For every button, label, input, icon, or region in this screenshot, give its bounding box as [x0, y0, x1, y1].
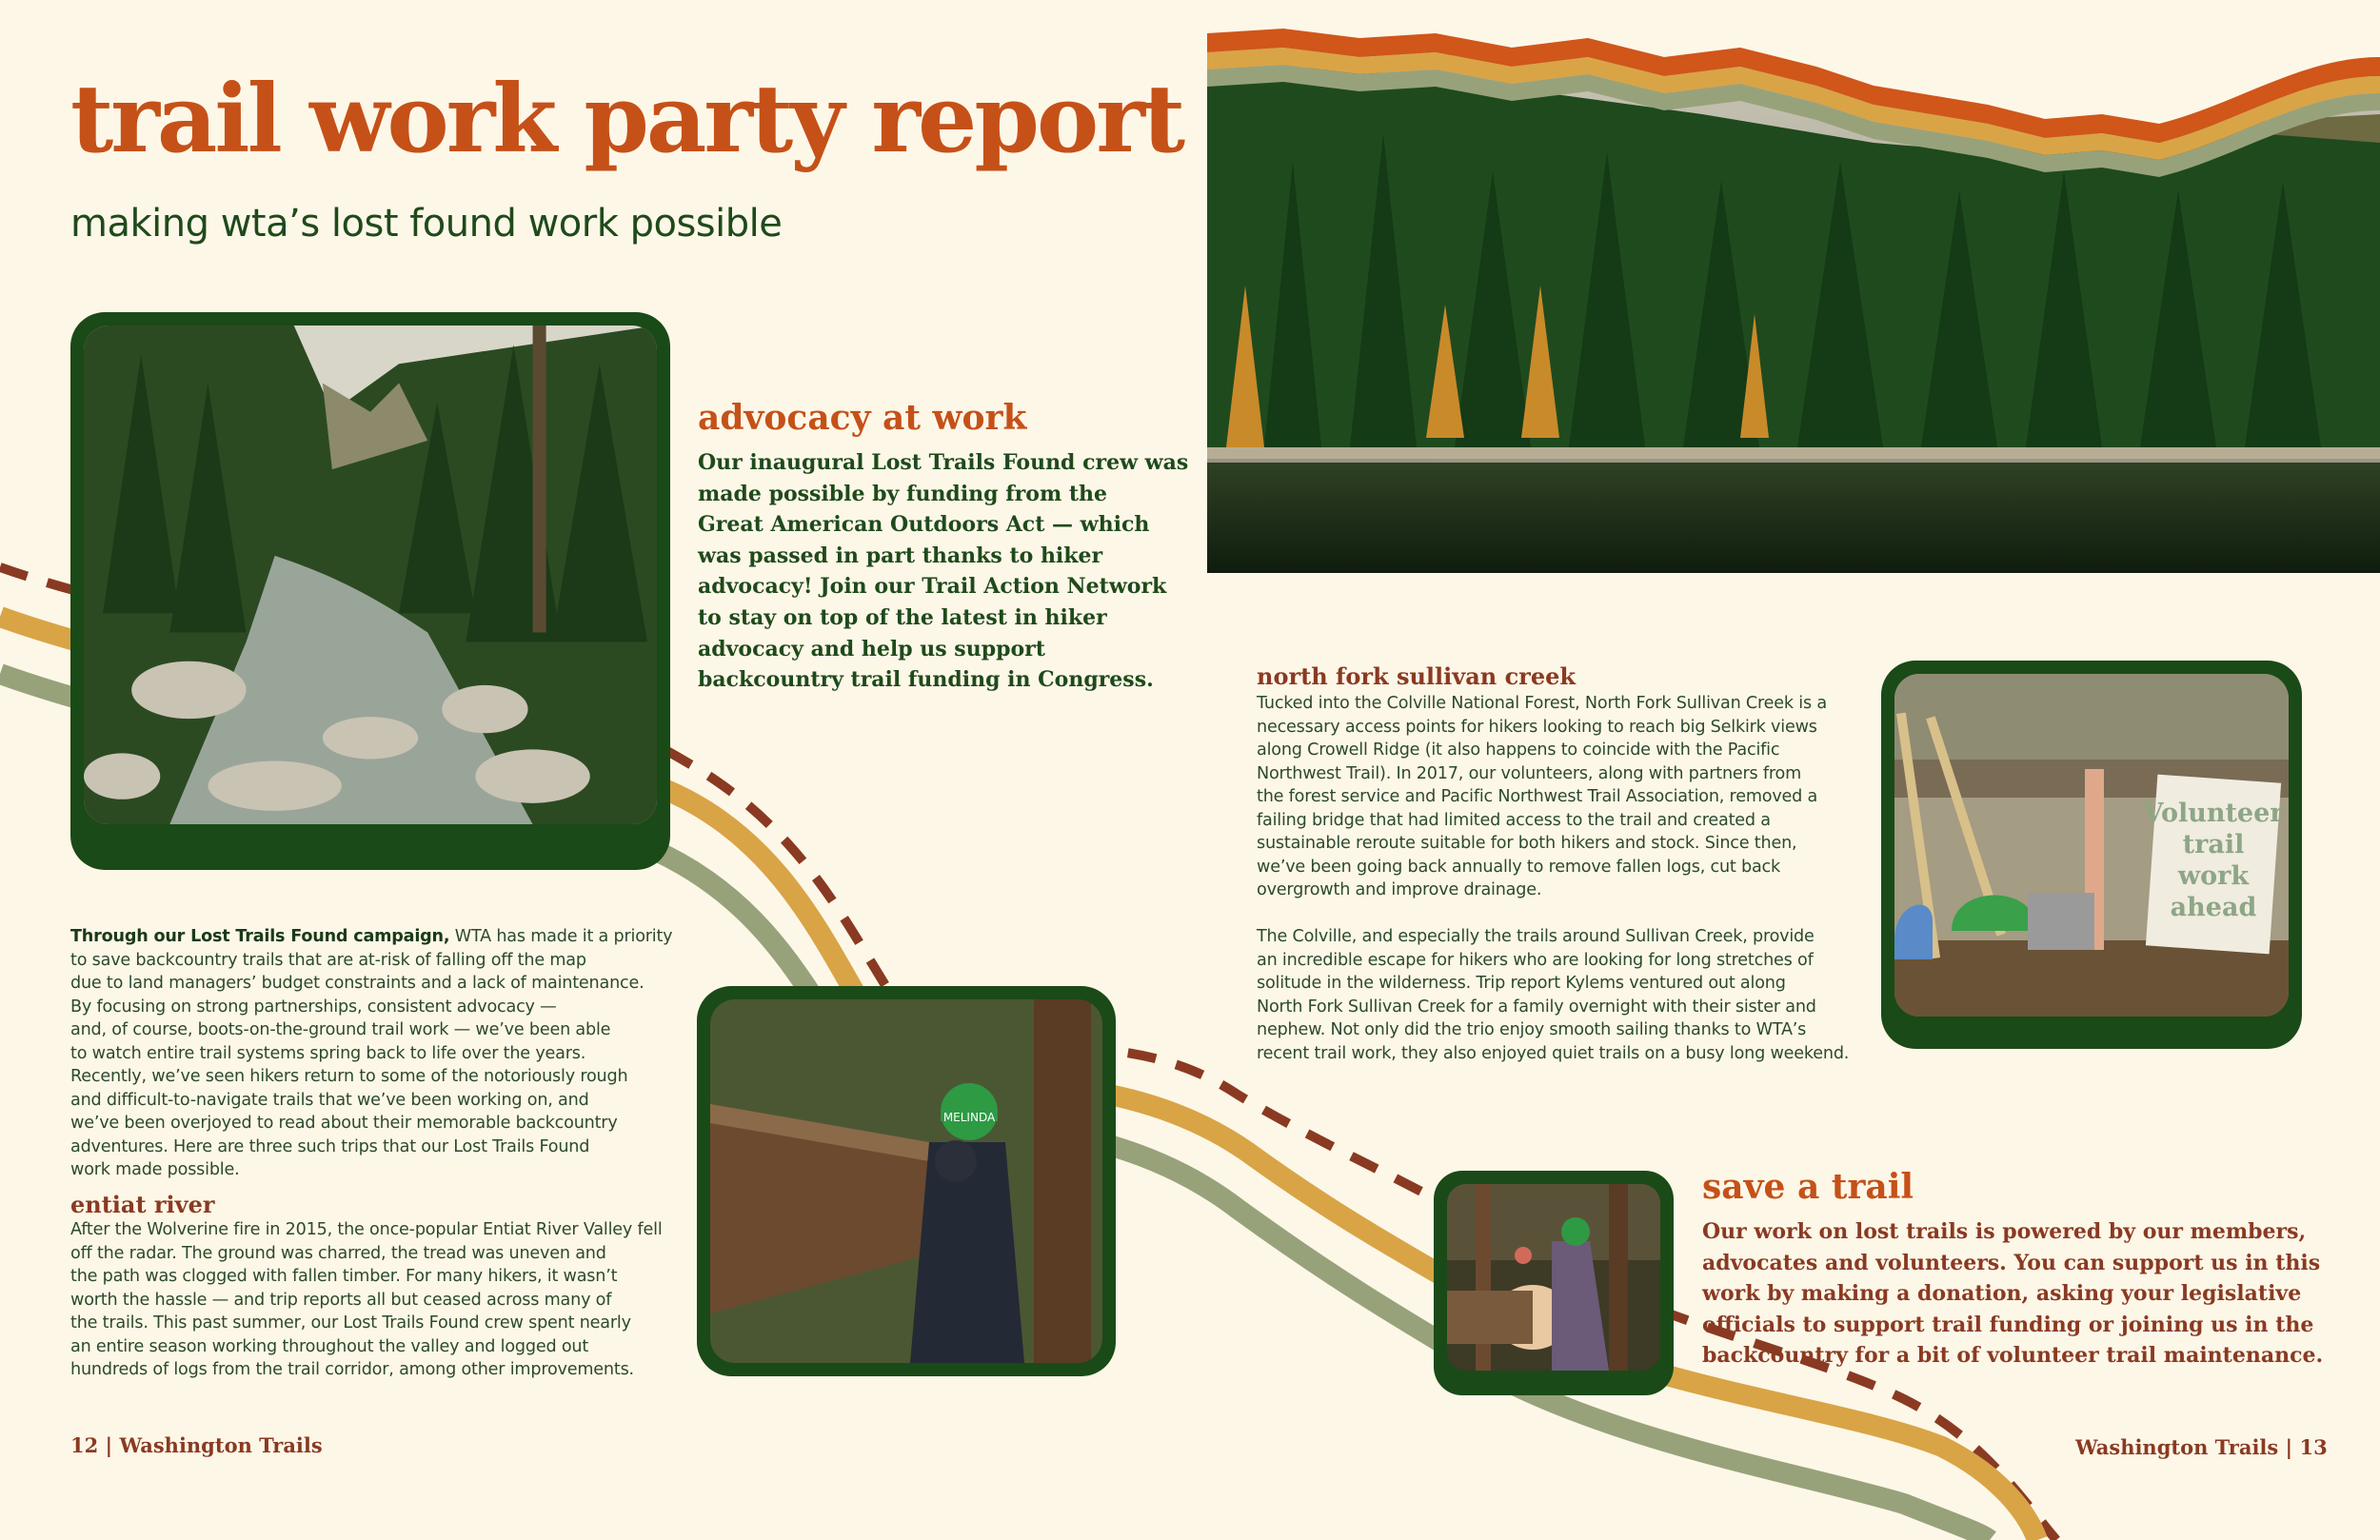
colville-line: North Fork Sullivan Creek for a family overnight with their sister and — [1257, 997, 1816, 1017]
advocacy-heading: advocacy at work — [698, 398, 1027, 438]
advocacy-line: made possible by funding from the — [698, 481, 1108, 506]
colville-line: solitude in the wilderness. Trip report Kylems ventured out along — [1257, 974, 1786, 993]
campaign-line: due to land managers’ budget constraints and a lack of maintenance. — [70, 974, 645, 993]
sign-line-4: ahead — [2170, 893, 2257, 922]
colville-body — [1257, 925, 1849, 1065]
colville-line: recent trail work, they also enjoyed quiet trails on a busy long weekend. — [1257, 1043, 1850, 1063]
campaign-lead: Through our Lost Trails Found campaign, — [70, 927, 450, 946]
advocacy-line: was passed in part thanks to hiker — [698, 543, 1103, 568]
colville-line: nephew. Not only did the trio enjoy smooth sailing thanks to WTA’s — [1257, 1020, 1807, 1039]
page-subtitle: making wta’s lost found work possible — [70, 202, 783, 246]
page-title: trail work party report — [70, 65, 1183, 174]
north-fork-line: the forest service and Pacific Northwest Trail Association, removed a — [1257, 787, 1818, 806]
campaign-line: and difficult-to-navigate trails that we’ve been working on, and — [70, 1090, 589, 1110]
north-fork-line: we’ve been going back annually to remove fallen logs, cut back — [1257, 857, 1780, 877]
entiat-line: an entire season working throughout the valley and logged out — [70, 1336, 589, 1356]
sign-line-2: trail — [2182, 830, 2245, 859]
save-trail-body — [1702, 1216, 2323, 1372]
advocacy-line: backcountry trail funding in Congress. — [698, 667, 1154, 693]
footer-left-page-number: 12 | Washington Trails — [70, 1433, 323, 1457]
north-fork-line: Tucked into the Colville National Forest, North Fork Sullivan Creek is a — [1257, 694, 1827, 713]
sawyer-photo — [710, 999, 1102, 1363]
tools-photo — [1894, 674, 2289, 1017]
sawyer-photo-frame — [697, 986, 1116, 1376]
campaign-line: By focusing on strong partnerships, consistent advocacy — — [70, 997, 557, 1017]
campaign-first-line — [70, 925, 672, 949]
entiat-line: the path was clogged with fallen timber. For many hikers, it wasn’t — [70, 1267, 618, 1286]
advocacy-body — [698, 447, 1189, 696]
campaign-line: adventures. Here are three such trips that our Lost Trails Found — [70, 1136, 590, 1156]
entiat-line: off the radar. The ground was charred, the tread was uneven and — [70, 1243, 606, 1263]
footer-right-page-number: Washington Trails | 13 — [2075, 1435, 2328, 1459]
save-trail-heading: save a trail — [1702, 1167, 1914, 1207]
advocacy-line: advocacy! Join our Trail Action Network — [698, 574, 1167, 600]
entiat-line: After the Wolverine fire in 2015, the once-popular Entiat River Valley fell — [70, 1220, 663, 1239]
entiat-line: worth the hassle — and trip reports all but ceased across many of — [70, 1290, 612, 1310]
sign-line-3: work — [2177, 861, 2250, 891]
campaign-line: and, of course, boots-on-the-ground trail work — we’ve been able — [70, 1020, 611, 1039]
north-fork-line: Northwest Trail). In 2017, our volunteers, along with partners from — [1257, 763, 1802, 783]
colville-line: The Colville, and especially the trails around Sullivan Creek, provide — [1257, 927, 1815, 946]
entiat-line: hundreds of logs from the trail corridor, among other improvements. — [70, 1360, 634, 1379]
helmet-name: MELINDA — [942, 1111, 996, 1124]
colville-line: an incredible escape for hikers who are looking for long stretches of — [1257, 950, 1814, 970]
campaign-line: work made possible. — [70, 1160, 240, 1179]
save-trail-line: officials to support trail funding or joining us in the — [1702, 1312, 2314, 1337]
save-trail-line: work by making a donation, asking your legislative — [1702, 1281, 2302, 1307]
log-photo-frame — [1434, 1171, 1674, 1395]
campaign-line: we’ve been overjoyed to read about their memorable backcountry — [70, 1114, 618, 1133]
north-fork-line: necessary access points for hikers looking to reach big Selkirk views — [1257, 717, 1817, 737]
north-fork-body — [1257, 692, 1827, 902]
entiat-body — [70, 1218, 663, 1382]
campaign-first-line-rest: WTA has made it a priority — [449, 927, 673, 946]
log-photo — [1447, 1184, 1660, 1371]
advocacy-line: to stay on top of the latest in hiker — [698, 604, 1107, 630]
save-trail-line: advocates and volunteers. You can support us in this — [1702, 1250, 2321, 1275]
north-fork-heading: north fork sullivan creek — [1257, 662, 1576, 690]
tools-photo-frame — [1881, 661, 2302, 1049]
campaign-body — [70, 925, 672, 1182]
campaign-line: to save backcountry trails that are at-risk of falling off the map — [70, 950, 586, 970]
advocacy-line: Our inaugural Lost Trails Found crew was — [698, 450, 1189, 475]
river-photo-frame — [70, 312, 670, 870]
save-trail-line: backcountry for a bit of volunteer trail maintenance. — [1702, 1343, 2324, 1369]
advocacy-line: advocacy and help us support — [698, 636, 1045, 661]
river-photo — [84, 326, 657, 824]
north-fork-line: sustainable reroute suitable for both hikers and stock. Since then, — [1257, 834, 1797, 853]
north-fork-line: failing bridge that had limited access to the trail and created a — [1257, 810, 1771, 830]
entiat-line: the trails. This past summer, our Lost Trails Found crew spent nearly — [70, 1313, 631, 1333]
advocacy-line: Great American Outdoors Act — which — [698, 512, 1150, 538]
entiat-heading: entiat river — [70, 1191, 215, 1218]
sign-line-1: Volunteer — [2143, 799, 2284, 828]
campaign-line: Recently, we’ve seen hikers return to some of the notoriously rough — [70, 1067, 628, 1086]
north-fork-line: overgrowth and improve drainage. — [1257, 880, 1542, 899]
lake-forest-photo — [1207, 0, 2380, 573]
save-trail-line: Our work on lost trails is powered by our members, — [1702, 1219, 2307, 1244]
north-fork-line: along Crowell Ridge (it also happens to coincide with the Pacific — [1257, 740, 1780, 760]
campaign-line: to watch entire trail systems spring back to life over the years. — [70, 1043, 586, 1063]
